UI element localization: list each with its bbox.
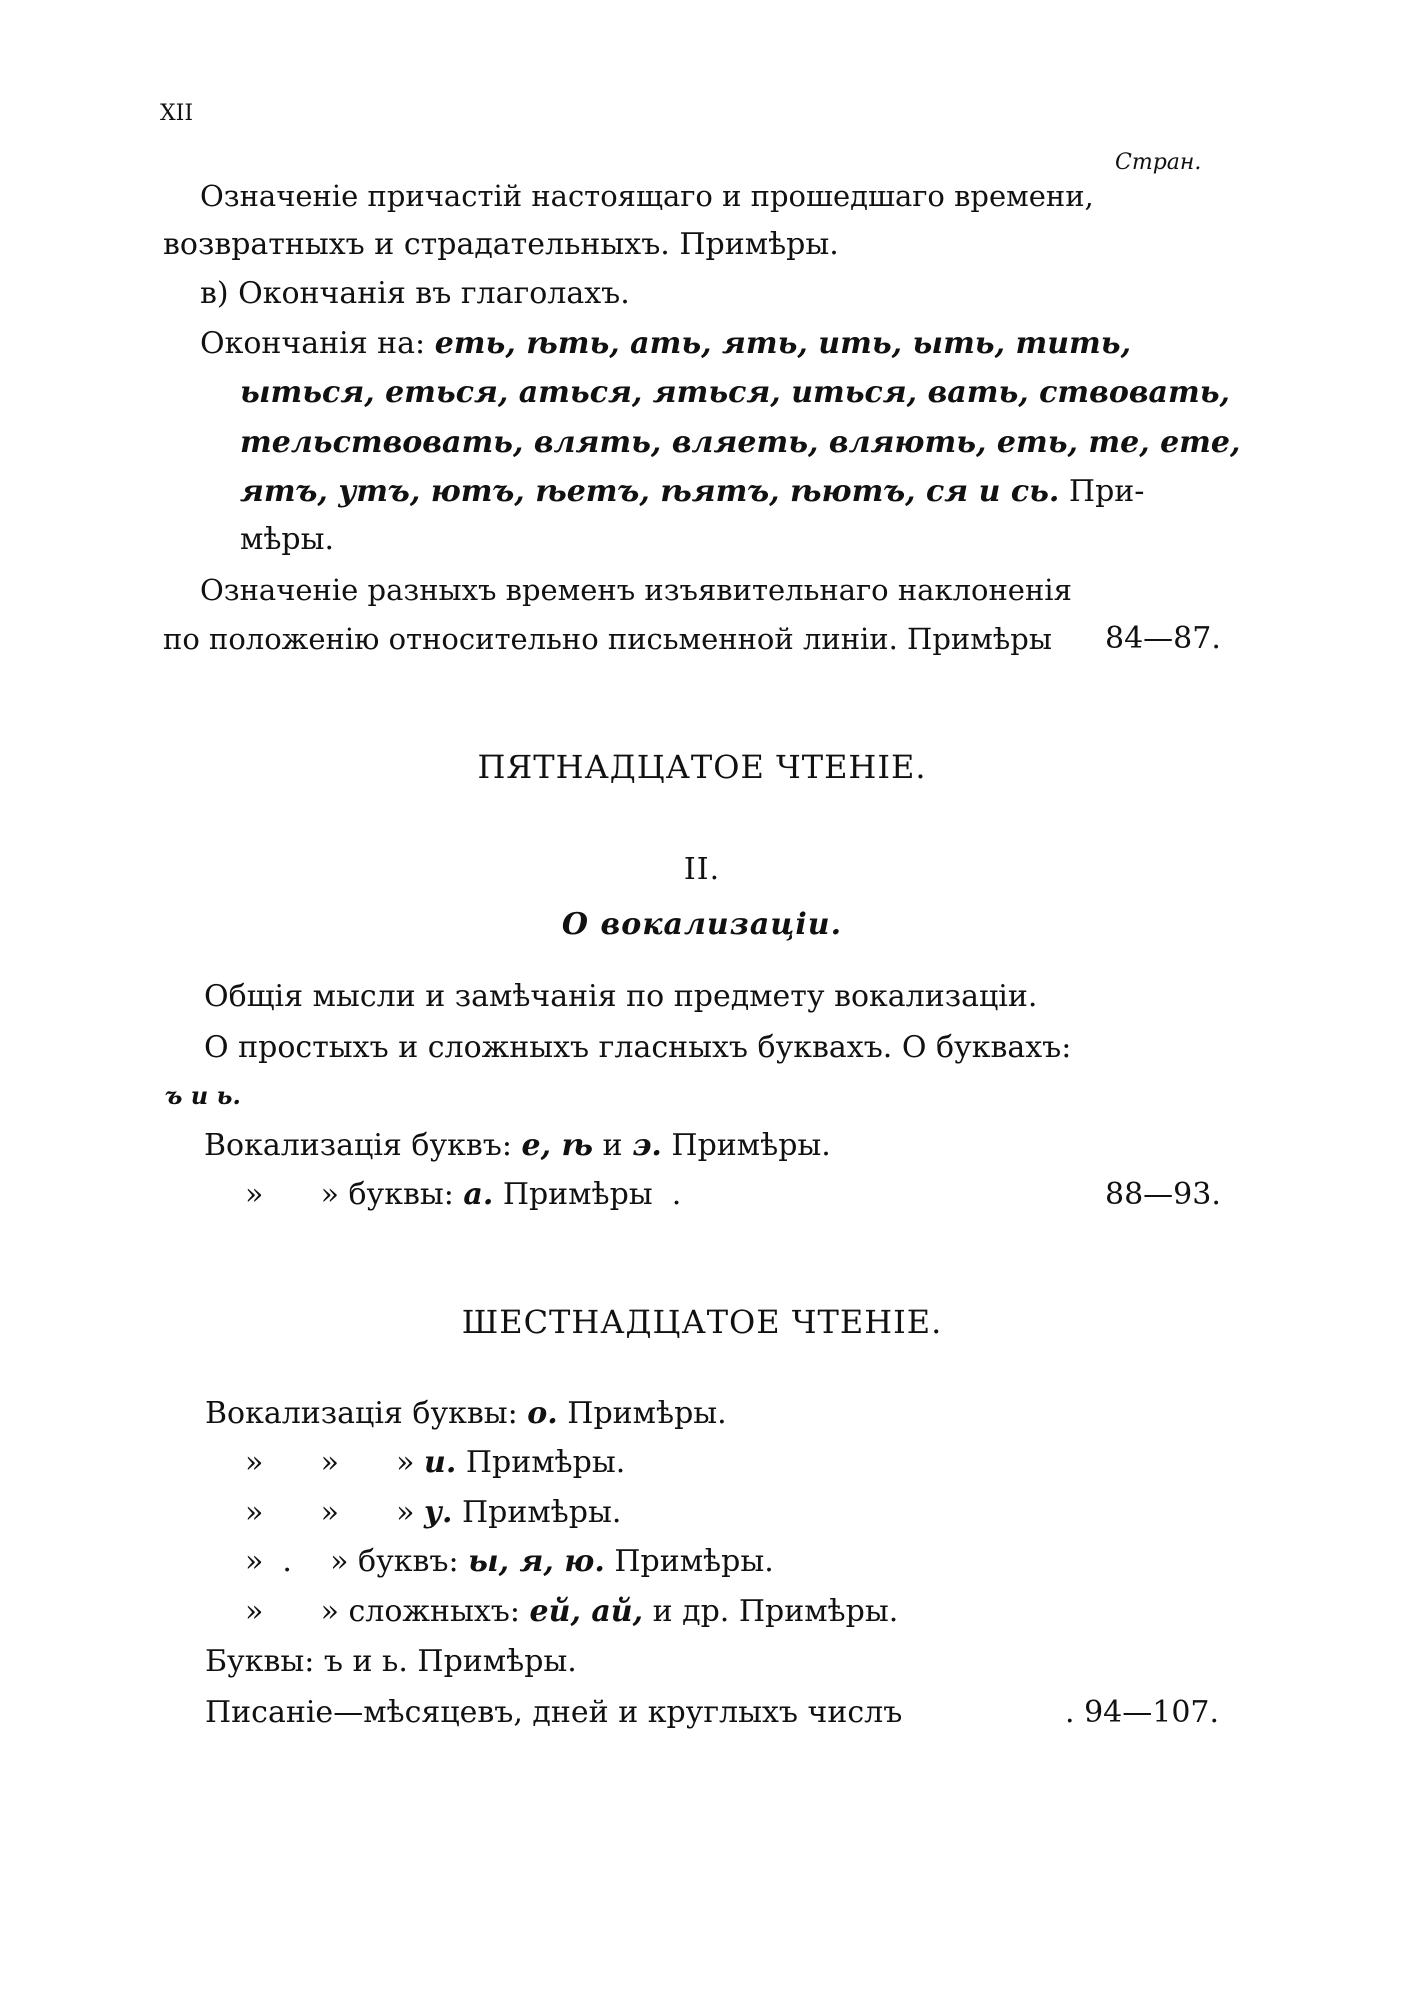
toc-line: Означеніе причастій настоящаго и прошедшаго времени, bbox=[200, 179, 1094, 213]
toc-line: по положенію относительно письменной линіи. Примѣры bbox=[163, 622, 1052, 656]
toc-line bbox=[245, 1443, 625, 1483]
toc-italic: ятъ, утъ, ютъ, ѣетъ, ѣятъ, ѣютъ, ся и сь. bbox=[240, 474, 1060, 509]
toc-italic: ы, я, ю. bbox=[468, 1544, 605, 1579]
toc-text: Примѣры. bbox=[614, 1544, 774, 1579]
toc-line: ъ и ь. bbox=[165, 1081, 241, 1110]
toc-italic: о. bbox=[527, 1396, 558, 1431]
toc-line: мѣры. bbox=[240, 522, 335, 557]
page-range: . 94—107. bbox=[1065, 1695, 1220, 1730]
toc-line: в) Окончанія въ глаголахъ. bbox=[200, 276, 630, 311]
toc-line: Означеніе разныхъ временъ изъявительнаго наклоненія bbox=[200, 573, 1072, 607]
toc-text: Примѣры . bbox=[502, 1177, 682, 1212]
toc-line: возвратныхъ и страдательныхъ. Примѣры. bbox=[163, 227, 839, 262]
toc-line: Писаніе—мѣсяцевъ, дней и круглыхъ числъ bbox=[205, 1695, 903, 1730]
toc-text: Примѣры. bbox=[465, 1445, 626, 1480]
toc-text: и bbox=[602, 1128, 623, 1163]
page-range: 84—87. bbox=[1105, 621, 1221, 656]
ditto-marks: » . » bbox=[245, 1544, 349, 1579]
toc-text: Вокализація буквъ: bbox=[204, 1128, 512, 1163]
toc-line: Буквы: ъ и ь. Примѣры. bbox=[205, 1644, 577, 1679]
toc-text: буквы: bbox=[348, 1177, 454, 1212]
toc-line bbox=[245, 1175, 681, 1215]
chapter-title: ПЯТНАДЦАТОЕ ЧТЕНІЕ. bbox=[477, 748, 927, 786]
toc-italic: ей, ай, bbox=[529, 1594, 644, 1629]
toc-italic: и. bbox=[424, 1445, 457, 1480]
ditto-marks: » » bbox=[245, 1177, 339, 1212]
toc-text: буквъ: bbox=[358, 1544, 459, 1579]
toc-italic: е, ѣ bbox=[521, 1128, 593, 1163]
toc-text: Примѣры. bbox=[461, 1495, 622, 1530]
toc-line bbox=[245, 1592, 898, 1632]
toc-text: и др. Примѣры. bbox=[652, 1594, 899, 1629]
toc-text: сложныхъ: bbox=[348, 1594, 520, 1629]
toc-italic: э. bbox=[632, 1128, 662, 1163]
toc-line: тельствовать, влять, вляеть, вляють, еть, те, ете, bbox=[240, 425, 1241, 460]
section-subtitle: О вокализаціи. bbox=[561, 907, 843, 942]
ditto-marks: » » bbox=[245, 1594, 339, 1629]
section-roman: II. bbox=[683, 852, 721, 887]
toc-line bbox=[204, 1126, 831, 1166]
toc-italic: у. bbox=[424, 1495, 453, 1530]
toc-text: Вокализація буквы: bbox=[205, 1396, 518, 1431]
toc-line: О простыхъ и сложныхъ гласныхъ буквахъ. О буквахъ: bbox=[204, 1030, 1072, 1065]
toc-line: Общія мысли и замѣчанія по предмету вокализаціи. bbox=[204, 979, 1038, 1014]
toc-text: Примѣры. bbox=[671, 1128, 831, 1163]
toc-line bbox=[240, 472, 1144, 512]
ditto-marks: » » » bbox=[245, 1495, 415, 1530]
toc-line bbox=[205, 1394, 727, 1434]
toc-text: Окончанія на: bbox=[200, 326, 426, 361]
toc-italic: еть, ѣть, ать, ять, ить, ыть, тить, bbox=[434, 326, 1132, 361]
toc-text: При- bbox=[1068, 474, 1145, 509]
toc-line bbox=[245, 1493, 621, 1533]
ditto-marks: » » » bbox=[245, 1445, 415, 1480]
column-label: Стран. bbox=[1115, 150, 1202, 175]
page-number: XII bbox=[160, 101, 194, 126]
toc-line bbox=[200, 324, 1131, 364]
page-range: 88—93. bbox=[1105, 1177, 1221, 1212]
toc-text: Примѣры. bbox=[567, 1396, 727, 1431]
toc-italic: а. bbox=[463, 1177, 494, 1212]
toc-line: ыться, еться, аться, яться, иться, вать, ствовать, bbox=[240, 375, 1230, 410]
toc-line bbox=[245, 1542, 774, 1582]
chapter-title: ШЕСТНАДЦАТОЕ ЧТЕНІЕ. bbox=[461, 1303, 943, 1341]
